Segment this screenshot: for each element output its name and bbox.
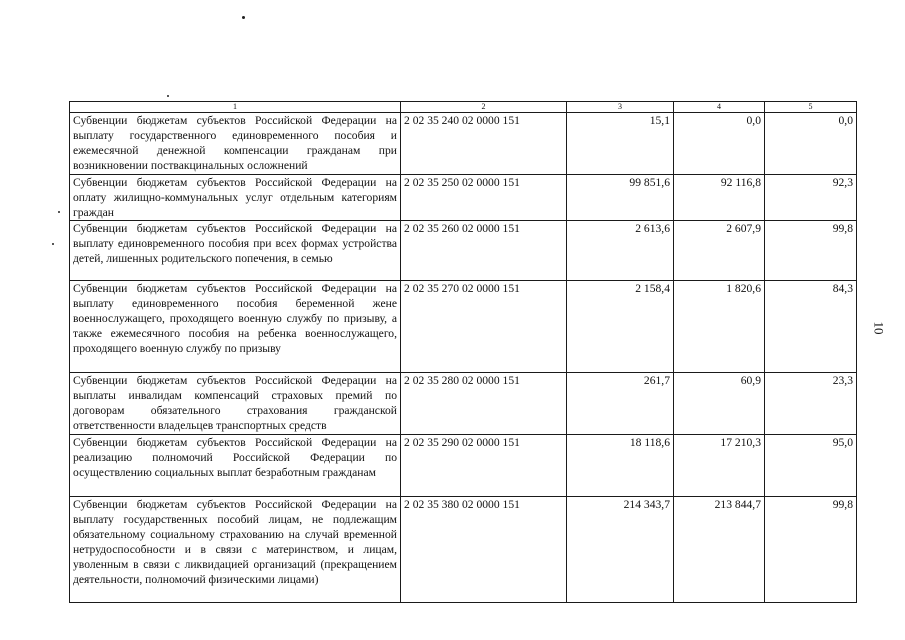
value-col5: 99,8 [765,497,857,603]
value-col3: 2 158,4 [567,281,674,373]
value-col3: 15,1 [567,113,674,175]
value-col5: 95,0 [765,435,857,497]
row-description: Субвенции бюджетам субъектов Российской Федерации на реализацию полномочий Российской Федерации по осуществлению социальных выплат безработным гражданам [70,435,401,497]
table-row [70,435,857,497]
value-col5: 0,0 [765,113,857,175]
row-description: Субвенции бюджетам субъектов Российской Федерации на выплату единовременного пособия при всех формах устройства детей, лишенных родительского попечения, в семью [70,221,401,281]
row-description: Субвенции бюджетам субъектов Российской Федерации на выплату государственного единовременного пособия и ежемесячной денежной компенсации гражданам при возникновении поствакцинальных осложнений [70,113,401,175]
budget-code: 2 02 35 380 02 0000 151 [401,497,567,603]
value-col4: 1 820,6 [674,281,765,373]
value-col4: 17 210,3 [674,435,765,497]
value-col4: 92 116,8 [674,175,765,221]
budget-code: 2 02 35 250 02 0000 151 [401,175,567,221]
value-col3: 214 343,7 [567,497,674,603]
scan-speck [58,211,60,213]
scan-speck [167,95,169,97]
page-number: 10 [871,321,887,335]
budget-code: 2 02 35 270 02 0000 151 [401,281,567,373]
value-col5: 23,3 [765,373,857,435]
value-col3: 2 613,6 [567,221,674,281]
value-col3: 261,7 [567,373,674,435]
value-col4: 0,0 [674,113,765,175]
column-header: 2 [401,102,567,113]
table-row [70,175,857,221]
value-col3: 18 118,6 [567,435,674,497]
row-description: Субвенции бюджетам субъектов Российской Федерации на выплаты инвалидам компенсаций страховых премий по договорам обязательного страхования гражданской ответственности владельцев транспортных средств [70,373,401,435]
scan-speck [52,243,54,245]
budget-code: 2 02 35 240 02 0000 151 [401,113,567,175]
table-header-row [70,102,857,113]
column-header: 3 [567,102,674,113]
column-header: 1 [70,102,401,113]
budget-code: 2 02 35 280 02 0000 151 [401,373,567,435]
column-header: 4 [674,102,765,113]
table-row [70,281,857,373]
budget-table [69,101,857,603]
table-row [70,221,857,281]
table-row [70,373,857,435]
value-col4: 60,9 [674,373,765,435]
budget-code: 2 02 35 290 02 0000 151 [401,435,567,497]
table-row [70,497,857,603]
value-col5: 92,3 [765,175,857,221]
scan-speck [242,16,245,19]
value-col4: 2 607,9 [674,221,765,281]
row-description: Субвенции бюджетам субъектов Российской Федерации на выплату единовременного пособия беременной жене военнослужащего, проходящего военную службу по призыву, а также ежемесячного пособия на ребенка военнослужащего, проходящего военную службу по призыву [70,281,401,373]
column-header: 5 [765,102,857,113]
value-col4: 213 844,7 [674,497,765,603]
value-col5: 84,3 [765,281,857,373]
table-row [70,113,857,175]
value-col5: 99,8 [765,221,857,281]
row-description: Субвенции бюджетам субъектов Российской Федерации на оплату жилищно-коммунальных услуг отдельным категориям граждан [70,175,401,221]
budget-code: 2 02 35 260 02 0000 151 [401,221,567,281]
row-description: Субвенции бюджетам субъектов Российской Федерации на выплату государственных пособий лицам, не подлежащим обязательному социальному страхованию на случай временной нетрудоспособности и в связи с материнством, и лицам, уволенным в связи с ликвидацией организаций (прекращением деятельности, полномочий физическими лицами) [70,497,401,603]
value-col3: 99 851,6 [567,175,674,221]
